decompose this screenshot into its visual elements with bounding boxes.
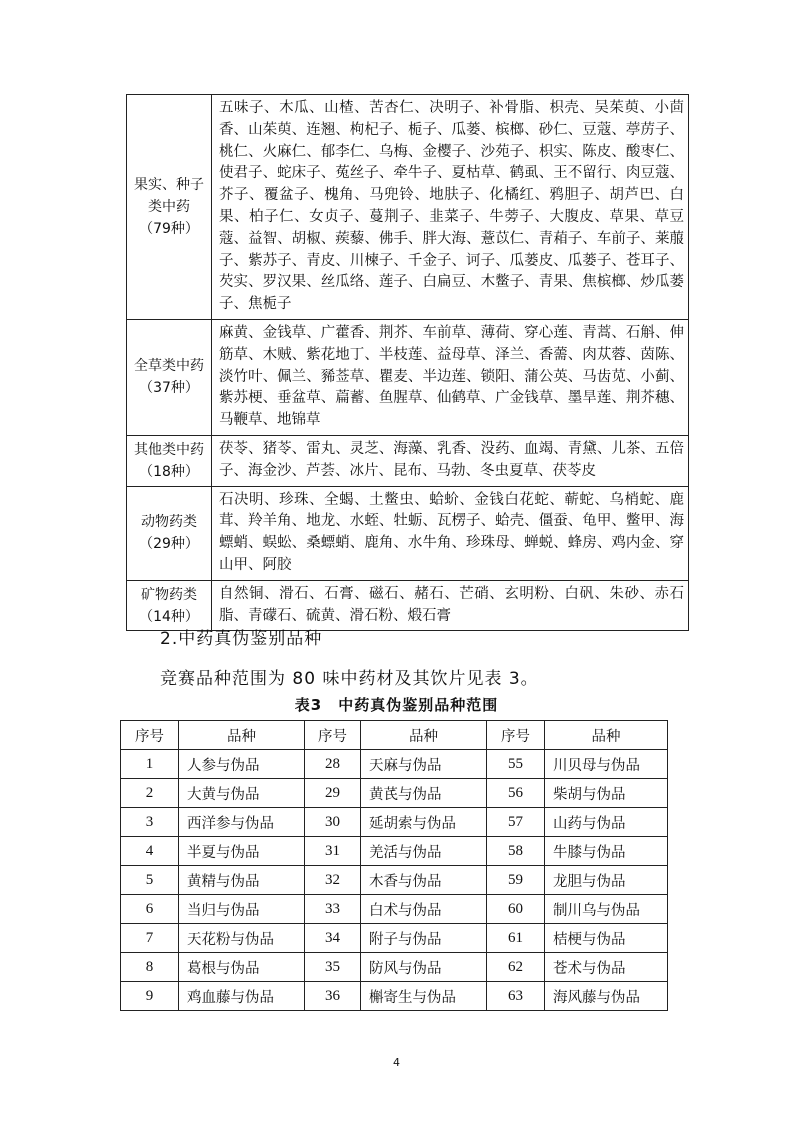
variety-cell: 龙胆与伪品 bbox=[545, 866, 668, 895]
variety-cell: 黄芪与伪品 bbox=[361, 779, 487, 808]
variety-cell: 大黄与伪品 bbox=[179, 779, 305, 808]
serial-number-cell: 58 bbox=[487, 837, 545, 866]
category-row bbox=[127, 95, 689, 320]
category-label-cell bbox=[127, 319, 212, 435]
header-cell: 品种 bbox=[545, 721, 668, 750]
page-number: 4 bbox=[393, 1056, 400, 1069]
table3-header-row bbox=[121, 721, 668, 750]
serial-number-cell: 7 bbox=[121, 924, 179, 953]
category-count: （79种） bbox=[139, 220, 199, 237]
table3-row bbox=[121, 779, 668, 808]
serial-number-cell: 34 bbox=[305, 924, 361, 953]
serial-number-cell: 32 bbox=[305, 866, 361, 895]
category-table bbox=[126, 94, 689, 631]
variety-cell: 白术与伪品 bbox=[361, 895, 487, 924]
category-items: 石决明、珍珠、全蝎、土鳖虫、蛤蚧、金钱白花蛇、蕲蛇、乌梢蛇、鹿茸、羚羊角、地龙、水蛭、牡蛎、瓦楞子、蛤壳、僵蚕、龟甲、鳖甲、海螵蛸、蜈蚣、桑螵蛸、鹿角、水牛角、珍珠母、蝉蜕、蜂房、鸡内金、穿山甲、阿胶 bbox=[212, 486, 689, 580]
variety-cell: 防风与伪品 bbox=[361, 953, 487, 982]
variety-cell: 制川乌与伪品 bbox=[545, 895, 668, 924]
serial-number-cell: 36 bbox=[305, 982, 361, 1011]
header-cell: 品种 bbox=[179, 721, 305, 750]
category-count: （37种） bbox=[139, 380, 199, 397]
category-items: 茯苓、猪苓、雷丸、灵芝、海藻、乳香、没药、血竭、青黛、儿茶、五倍子、海金沙、芦荟、冰片、昆布、马勃、冬虫夏草、茯苓皮 bbox=[212, 435, 689, 486]
variety-cell: 苍术与伪品 bbox=[545, 953, 668, 982]
category-label: 果实、种子类中药 bbox=[134, 176, 204, 215]
variety-cell: 鸡血藤与伪品 bbox=[179, 982, 305, 1011]
category-label: 其他类中药 bbox=[134, 441, 204, 458]
variety-cell: 天麻与伪品 bbox=[361, 750, 487, 779]
category-items: 自然铜、滑石、石膏、磁石、赭石、芒硝、玄明粉、白矾、朱砂、赤石脂、青礞石、硫黄、滑石粉、煅石膏 bbox=[212, 580, 689, 631]
category-label: 全草类中药 bbox=[134, 358, 204, 375]
serial-number-cell: 61 bbox=[487, 924, 545, 953]
table3-row bbox=[121, 866, 668, 895]
variety-cell: 柴胡与伪品 bbox=[545, 779, 668, 808]
serial-number-cell: 6 bbox=[121, 895, 179, 924]
serial-number-cell: 35 bbox=[305, 953, 361, 982]
category-items: 五味子、木瓜、山楂、苦杏仁、决明子、补骨脂、枳壳、吴茱萸、小茴香、山茱萸、连翘、枸杞子、栀子、瓜蒌、槟榔、砂仁、豆蔻、葶苈子、桃仁、火麻仁、郁李仁、乌梅、金樱子、沙苑子、枳实、陈皮、酸枣仁、使君子、蛇床子、菟丝子、牵牛子、夏枯草、鹤虱、王不留行、肉豆蔻、芥子、覆盆子、槐角、马兜铃、地肤子、化橘红、鸦胆子、胡芦巴、白果、柏子仁、女贞子、蔓荆子、韭菜子、牛蒡子、大腹皮、草果、草豆蔻、益智、胡椒、蒺藜、佛手、胖大海、薏苡仁、青葙子、车前子、莱菔子、紫苏子、青皮、川楝子、千金子、诃子、瓜蒌皮、瓜蒌子、苍耳子、芡实、罗汉果、丝瓜络、莲子、白扁豆、木鳖子、青果、焦槟榔、炒瓜蒌子、焦栀子 bbox=[212, 95, 689, 320]
serial-number-cell: 4 bbox=[121, 837, 179, 866]
variety-cell: 当归与伪品 bbox=[179, 895, 305, 924]
category-row bbox=[127, 435, 689, 486]
serial-number-cell: 57 bbox=[487, 808, 545, 837]
table3-row bbox=[121, 953, 668, 982]
table3 bbox=[120, 720, 668, 1011]
variety-cell: 天花粉与伪品 bbox=[179, 924, 305, 953]
serial-number-cell: 2 bbox=[121, 779, 179, 808]
section-heading: 2.中药真伪鉴别品种 bbox=[160, 629, 323, 649]
table3-caption: 表3 中药真伪鉴别品种范围 bbox=[294, 696, 499, 714]
variety-cell: 山药与伪品 bbox=[545, 808, 668, 837]
serial-number-cell: 8 bbox=[121, 953, 179, 982]
category-row bbox=[127, 486, 689, 580]
category-label-cell bbox=[127, 95, 212, 320]
variety-cell: 桔梗与伪品 bbox=[545, 924, 668, 953]
variety-cell: 海风藤与伪品 bbox=[545, 982, 668, 1011]
header-cell: 品种 bbox=[361, 721, 487, 750]
variety-cell: 牛膝与伪品 bbox=[545, 837, 668, 866]
category-count: （29种） bbox=[139, 536, 199, 553]
header-cell: 序号 bbox=[487, 721, 545, 750]
table3-row bbox=[121, 750, 668, 779]
variety-cell: 黄精与伪品 bbox=[179, 866, 305, 895]
serial-number-cell: 30 bbox=[305, 808, 361, 837]
table3-row bbox=[121, 837, 668, 866]
serial-number-cell: 3 bbox=[121, 808, 179, 837]
variety-cell: 半夏与伪品 bbox=[179, 837, 305, 866]
table3-row bbox=[121, 895, 668, 924]
category-label: 矿物药类 bbox=[141, 586, 197, 603]
serial-number-cell: 1 bbox=[121, 750, 179, 779]
category-items: 麻黄、金钱草、广藿香、荆芥、车前草、薄荷、穿心莲、青蒿、石斛、伸筋草、木贼、紫花地丁、半枝莲、益母草、泽兰、香薷、肉苁蓉、茵陈、淡竹叶、佩兰、豨莶草、瞿麦、半边莲、锁阳、蒲公英、马齿苋、小蓟、紫苏梗、垂盆草、萹蓄、鱼腥草、仙鹤草、广金钱草、墨旱莲、荆芥穗、马鞭草、地锦草 bbox=[212, 319, 689, 435]
serial-number-cell: 56 bbox=[487, 779, 545, 808]
header-cell: 序号 bbox=[305, 721, 361, 750]
category-label-cell bbox=[127, 435, 212, 486]
serial-number-cell: 63 bbox=[487, 982, 545, 1011]
table3-row bbox=[121, 924, 668, 953]
serial-number-cell: 29 bbox=[305, 779, 361, 808]
category-label: 动物药类 bbox=[141, 514, 197, 531]
category-count: （18种） bbox=[139, 463, 199, 480]
category-row bbox=[127, 319, 689, 435]
header-cell: 序号 bbox=[121, 721, 179, 750]
serial-number-cell: 62 bbox=[487, 953, 545, 982]
serial-number-cell: 60 bbox=[487, 895, 545, 924]
serial-number-cell: 55 bbox=[487, 750, 545, 779]
variety-cell: 川贝母与伪品 bbox=[545, 750, 668, 779]
table3-row bbox=[121, 808, 668, 837]
serial-number-cell: 9 bbox=[121, 982, 179, 1011]
variety-cell: 槲寄生与伪品 bbox=[361, 982, 487, 1011]
variety-cell: 延胡索与伪品 bbox=[361, 808, 487, 837]
variety-cell: 附子与伪品 bbox=[361, 924, 487, 953]
serial-number-cell: 31 bbox=[305, 837, 361, 866]
serial-number-cell: 59 bbox=[487, 866, 545, 895]
variety-cell: 木香与伪品 bbox=[361, 866, 487, 895]
table3-row bbox=[121, 982, 668, 1011]
serial-number-cell: 33 bbox=[305, 895, 361, 924]
category-label-cell bbox=[127, 486, 212, 580]
intro-paragraph: 竞赛品种范围为 80 味中药材及其饮片见表 3。 bbox=[160, 669, 539, 689]
variety-cell: 西洋参与伪品 bbox=[179, 808, 305, 837]
serial-number-cell: 28 bbox=[305, 750, 361, 779]
category-count: （14种） bbox=[139, 608, 199, 625]
variety-cell: 羌活与伪品 bbox=[361, 837, 487, 866]
variety-cell: 人参与伪品 bbox=[179, 750, 305, 779]
variety-cell: 葛根与伪品 bbox=[179, 953, 305, 982]
serial-number-cell: 5 bbox=[121, 866, 179, 895]
